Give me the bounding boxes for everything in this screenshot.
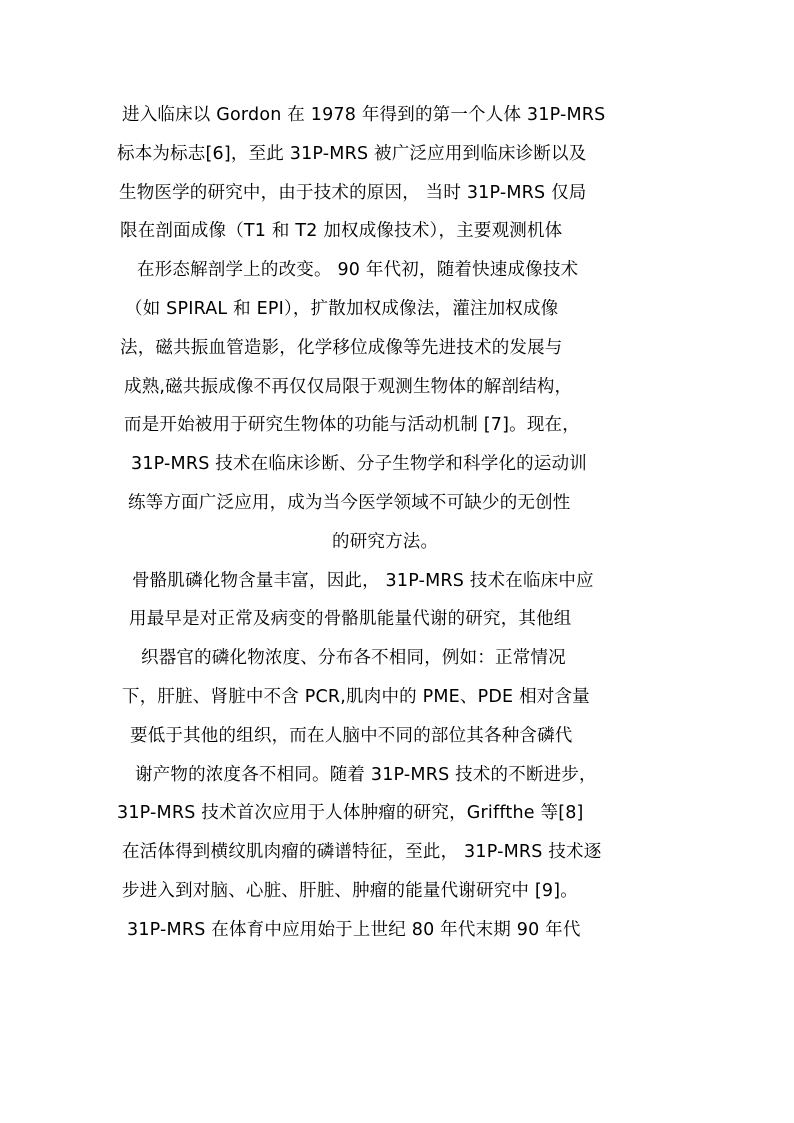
text-line: 织器官的磷化物浓度、分布各不相同，例如：正常情况 (141, 648, 566, 669)
text-line: 进入临床以 Gordon 在 1978 年得到的第一个人体 31P-MRS (122, 105, 606, 125)
text-line: 标本为标志[6]，至此 31P-MRS 被广泛应用到临床诊断以及 (117, 143, 587, 164)
text-line: 31P-MRS 在体育中应用始于上世纪 80 年代末期 90 年代 (127, 919, 581, 940)
text-line: 限在剖面成像（T1 和 T2 加权成像技术），主要观测机体 (120, 221, 563, 242)
text-line: 在形态解剖学上的改变。 90 年代初，随着快速成像技术 (137, 260, 579, 281)
text-line: 步进入到对脑、心脏、肝脏、肿瘤的能量代谢研究中 [9]。 (122, 880, 578, 901)
text-line: 的研究方法。 (332, 531, 439, 552)
text-line: 用最早是对正常及病变的骨骼肌能量代谢的研究，其他组 (129, 609, 572, 630)
text-line: 而是开始被用于研究生物体的功能与活动机制 [7]。现在， (124, 415, 580, 436)
text-line: 骨骼肌磷化物含量丰富，因此， 31P-MRS 技术在临床中应 (132, 570, 594, 591)
text-line: 下，肝脏、肾脏中不含 PCR,肌肉中的 PME、PDE 相对含量 (122, 686, 590, 707)
text-line: （如 SPIRAL 和 EPI），扩散加权成像法，灌注加权成像 (125, 298, 559, 319)
text-line: 生物医学的研究中，由于技术的原因， 当时 31P-MRS 仅局 (119, 182, 587, 203)
body-text (108, 96, 686, 950)
text-line: 31P-MRS 技术首次应用于人体肿瘤的研究，Griffthe 等[8] (117, 803, 584, 824)
text-line: 成熟,磁共振成像不再仅仅局限于观测生物体的解剖结构， (124, 376, 573, 397)
text-line: 谢产物的浓度各不相同。随着 31P-MRS 技术的不断进步， (135, 764, 597, 785)
text-line: 法，磁共振血管造影，化学移位成像等先进技术的发展与 (120, 337, 563, 358)
text-line: 在活体得到横纹肌肉瘤的磷谱特征，至此， 31P-MRS 技术逐 (122, 842, 602, 863)
text-line: 31P-MRS 技术在临床诊断、分子生物学和科学化的运动训 (131, 454, 587, 475)
text-line: 要低于其他的组织，而在人脑中不同的部位其各种含磷代 (130, 725, 573, 746)
text-line: 练等方面广泛应用，成为当今医学领域不可缺少的无创性 (128, 492, 571, 513)
